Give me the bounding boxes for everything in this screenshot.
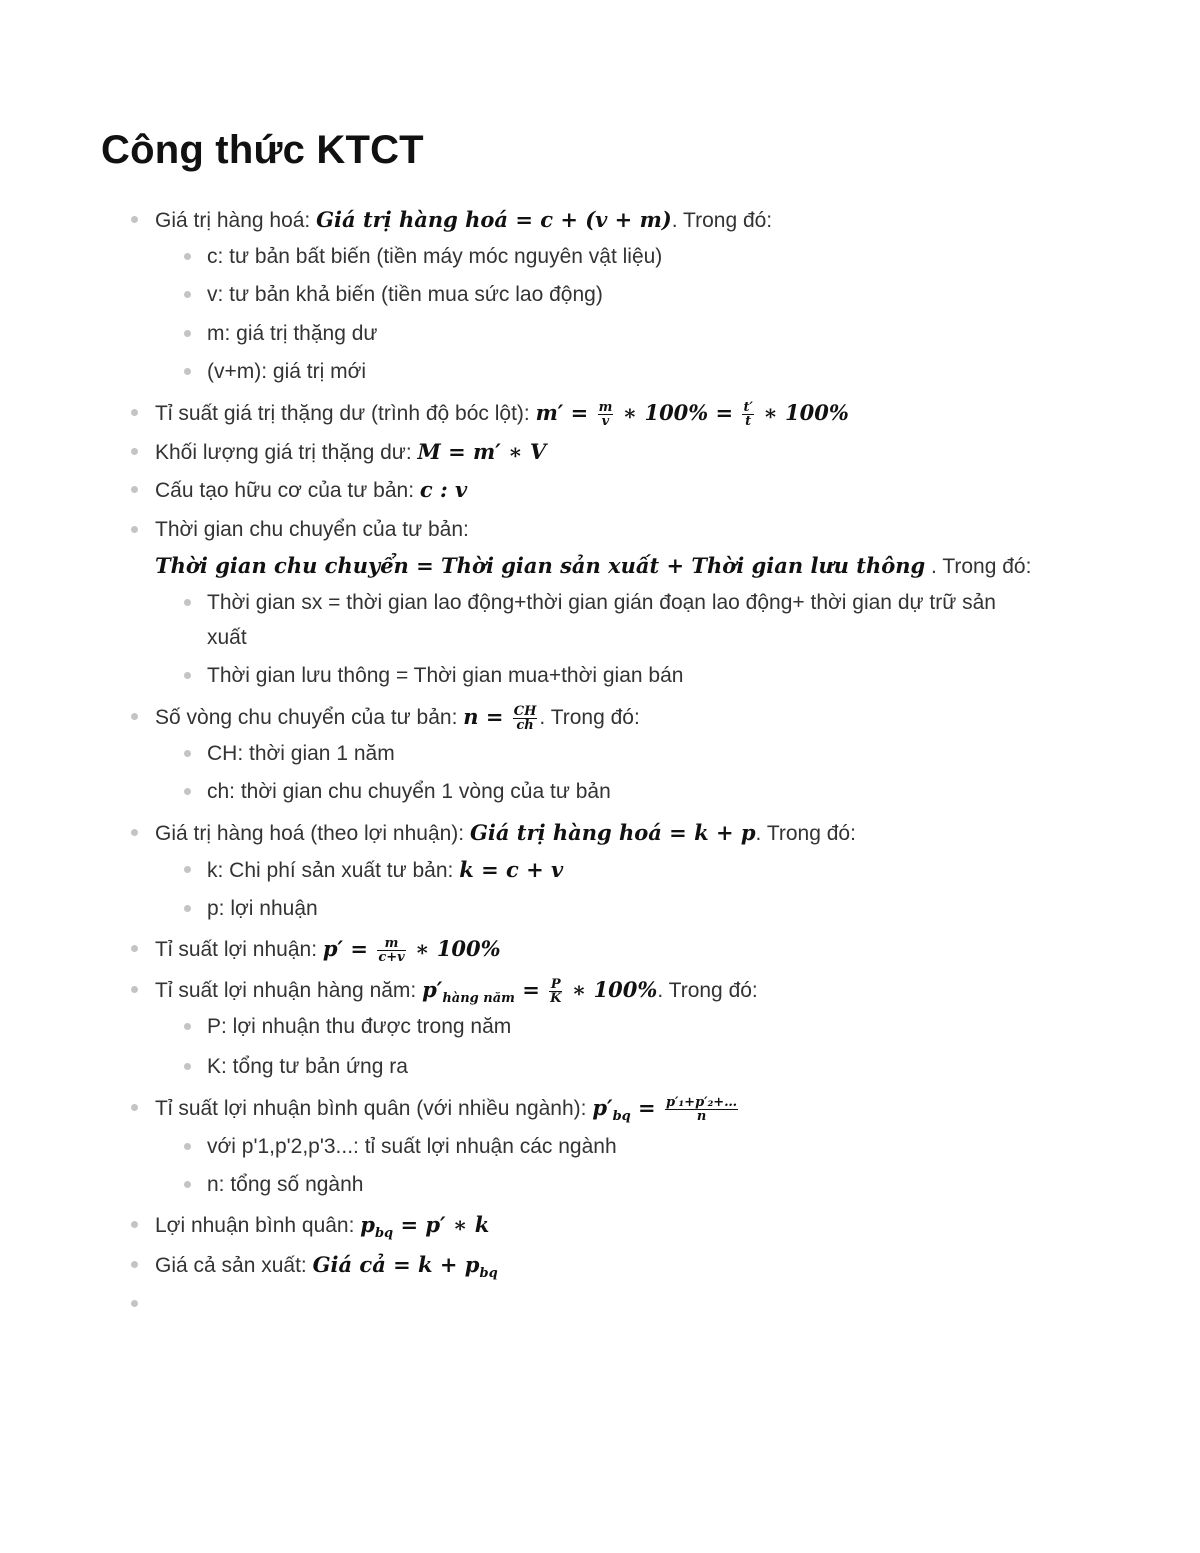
formula: = bbox=[514, 977, 548, 1002]
list-item-ti-suat-gia-tri-thang-du bbox=[155, 399, 849, 428]
item-tail: . Trong đó: bbox=[925, 555, 1032, 578]
bullet-dot bbox=[184, 1063, 191, 1070]
fraction bbox=[742, 401, 753, 428]
sub-item: m: giá trị thặng dư bbox=[207, 322, 378, 345]
fraction bbox=[598, 401, 614, 428]
formula: k = c + v bbox=[459, 857, 564, 882]
list-item-cau-tao-huu-co bbox=[155, 476, 467, 505]
fraction-denominator: v bbox=[601, 413, 610, 429]
list-item-ti-suat-loi-nhuan-hang-nam bbox=[155, 976, 758, 1005]
fraction-denominator: ch bbox=[516, 717, 534, 733]
sub-item: P: lợi nhuận thu được trong năm bbox=[207, 1015, 512, 1038]
bullet-dot bbox=[131, 1221, 138, 1228]
bullet-dot bbox=[184, 905, 191, 912]
formula: M = m′ ∗ V bbox=[417, 439, 547, 464]
sub-item bbox=[207, 856, 563, 885]
bullet-dot bbox=[131, 409, 138, 416]
item-label: Khối lượng giá trị thặng dư: bbox=[155, 441, 418, 464]
item-label: Tỉ suất lợi nhuận: bbox=[155, 938, 323, 961]
formula: Giá trị hàng hoá = c + (v + m) bbox=[316, 207, 672, 232]
formula: Giá trị hàng hoá = k + p bbox=[469, 820, 756, 845]
fraction-denominator: c+v bbox=[378, 949, 405, 965]
bullet-dot bbox=[131, 713, 138, 720]
item-label: k: Chi phí sản xuất tư bản: bbox=[207, 859, 460, 882]
list-item-gia-ca-san-xuat bbox=[155, 1251, 498, 1280]
fraction-numerator: p′₁+p′₂+… bbox=[665, 1094, 738, 1110]
bullet-dot bbox=[184, 330, 191, 337]
sub-item: Thời gian lưu thông = Thời gian mua+thời gian bán bbox=[207, 664, 684, 687]
bullet-dot bbox=[131, 216, 138, 223]
bullet-dot bbox=[131, 526, 138, 533]
formula: p′ = bbox=[322, 936, 376, 961]
sub-item: v: tư bản khả biến (tiền mua sức lao động) bbox=[207, 283, 603, 306]
sub-item: với p'1,p'2,p'3...: tỉ suất lợi nhuận các ngành bbox=[207, 1135, 617, 1158]
formula-subscript: bq bbox=[374, 1226, 394, 1242]
fraction-numerator: m bbox=[598, 399, 613, 415]
fraction bbox=[377, 937, 405, 964]
fraction-denominator: n bbox=[696, 1108, 707, 1124]
formula: ∗ 100% bbox=[564, 977, 658, 1002]
formula: p bbox=[360, 1212, 375, 1237]
formula: n = bbox=[463, 704, 511, 729]
fraction-denominator: t bbox=[745, 413, 752, 429]
bullet-dot bbox=[184, 1181, 191, 1188]
item-label: Lợi nhuận bình quân: bbox=[155, 1214, 361, 1237]
sub-item: K: tổng tư bản ứng ra bbox=[207, 1055, 408, 1078]
fraction-denominator: K bbox=[550, 990, 562, 1006]
bullet-dot bbox=[184, 253, 191, 260]
formula-subscript: bq bbox=[612, 1109, 631, 1125]
bullet-dot bbox=[131, 448, 138, 455]
list-item-ti-suat-loi-nhuan bbox=[155, 935, 501, 964]
item-label: Tỉ suất lợi nhuận bình quân (với nhiều ngành): bbox=[155, 1097, 593, 1120]
list-item-ti-suat-loi-nhuan-binh-quan bbox=[155, 1094, 740, 1123]
formula: = p′ ∗ k bbox=[393, 1212, 490, 1237]
bullet-dot bbox=[184, 599, 191, 606]
formula: ∗ 100% bbox=[407, 936, 501, 961]
item-label: Giá cả sản xuất: bbox=[155, 1254, 313, 1277]
item-label: Giá trị hàng hoá: bbox=[155, 209, 317, 232]
formula: Giá cả = k + p bbox=[312, 1252, 480, 1277]
list-item-gia-tri-theo-loi-nhuan bbox=[155, 819, 856, 848]
bullet-dot bbox=[184, 1023, 191, 1030]
bullet-dot bbox=[184, 866, 191, 873]
bullet-dot bbox=[131, 486, 138, 493]
formula: p′ bbox=[422, 977, 443, 1002]
formula: p′ bbox=[592, 1095, 613, 1120]
list-item-so-vong-chu-chuyen bbox=[155, 703, 640, 732]
fraction-numerator: t′ bbox=[743, 399, 753, 415]
item-label: Tỉ suất giá trị thặng dư (trình độ bóc lột): bbox=[155, 402, 536, 425]
fraction-numerator: CH bbox=[513, 703, 537, 719]
formula: c : v bbox=[419, 477, 468, 502]
item-tail: . Trong đó: bbox=[755, 822, 856, 845]
formula: m′ = bbox=[535, 400, 596, 425]
item-tail: . Trong đó: bbox=[657, 979, 758, 1002]
bullet-dot bbox=[131, 945, 138, 952]
empty-bullet-dot bbox=[131, 1300, 138, 1307]
bullet-dot bbox=[184, 672, 191, 679]
sub-item: p: lợi nhuận bbox=[207, 897, 318, 920]
bullet-dot bbox=[184, 368, 191, 375]
fraction bbox=[513, 705, 538, 732]
formula-subscript: bq bbox=[479, 1266, 498, 1282]
list-item-loi-nhuan-binh-quan bbox=[155, 1211, 489, 1240]
bullet-dot bbox=[184, 1143, 191, 1150]
bullet-dot bbox=[131, 829, 138, 836]
fraction-numerator: P bbox=[550, 976, 561, 992]
page-title: Công thức KTCT bbox=[101, 128, 424, 172]
item-continuation bbox=[155, 552, 1031, 581]
formula: ∗ 100% bbox=[755, 400, 849, 425]
item-tail: . Trong đó: bbox=[539, 706, 640, 729]
list-item-khoi-luong bbox=[155, 438, 546, 467]
formula: ∗ 100% = bbox=[615, 400, 741, 425]
bullet-dot bbox=[131, 1104, 138, 1111]
sub-item: CH: thời gian 1 năm bbox=[207, 742, 395, 765]
sub-item: Thời gian sx = thời gian lao động+thời gian gián đoạn lao động+ thời gian dự trữ sản bbox=[207, 591, 996, 614]
sub-item: c: tư bản bất biến (tiền máy móc nguyên vật liệu) bbox=[207, 245, 663, 268]
bullet-dot bbox=[184, 788, 191, 795]
bullet-dot bbox=[131, 1261, 138, 1268]
list-item-thoi-gian-chu-chuyen bbox=[155, 516, 469, 544]
item-label: Số vòng chu chuyển của tư bản: bbox=[155, 706, 464, 729]
fraction-numerator: m bbox=[377, 937, 405, 951]
formula-subscript: hàng năm bbox=[442, 991, 515, 1007]
bullet-dot bbox=[131, 986, 138, 993]
fraction bbox=[665, 1096, 738, 1123]
item-label: Thời gian chu chuyển của tư bản: bbox=[155, 518, 469, 541]
sub-item: (v+m): giá trị mới bbox=[207, 360, 367, 383]
bullet-dot bbox=[184, 750, 191, 757]
sub-item-continuation: xuất bbox=[207, 626, 247, 649]
item-tail: . Trong đó: bbox=[671, 209, 773, 232]
formula: = bbox=[630, 1095, 663, 1120]
item-label: Tỉ suất lợi nhuận hàng năm: bbox=[155, 979, 423, 1002]
sub-item: ch: thời gian chu chuyển 1 vòng của tư bản bbox=[207, 780, 611, 803]
fraction bbox=[549, 978, 562, 1005]
item-label: Giá trị hàng hoá (theo lợi nhuận): bbox=[155, 822, 470, 845]
formula: Thời gian chu chuyển = Thời gian sản xuất + Thời gian lưu thông bbox=[155, 553, 926, 578]
item-label: Cấu tạo hữu cơ của tư bản: bbox=[155, 479, 420, 502]
bullet-dot bbox=[184, 291, 191, 298]
sub-item: n: tổng số ngành bbox=[207, 1173, 364, 1196]
list-item-gia-tri-hang-hoa bbox=[155, 206, 772, 235]
